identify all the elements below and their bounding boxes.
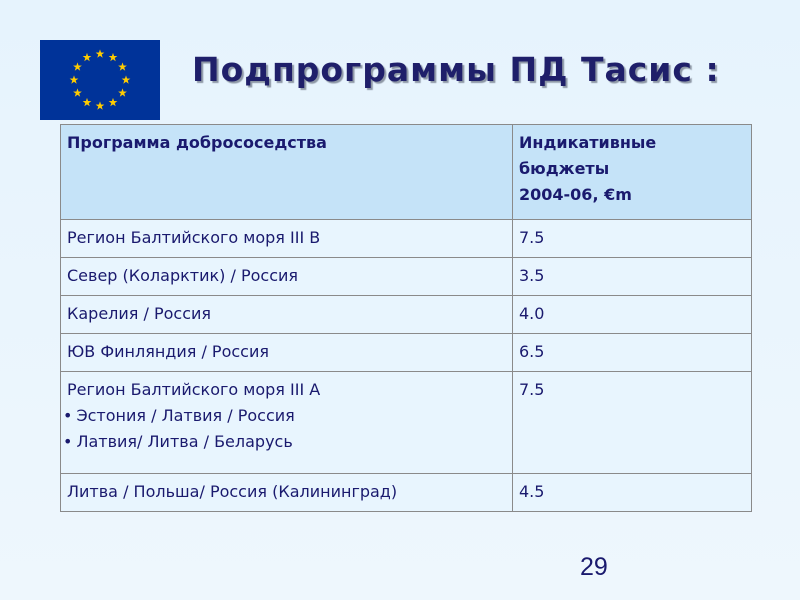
table-header-row xyxy=(61,125,752,220)
budget-cell: 7.5 xyxy=(513,372,752,474)
header-budget xyxy=(513,125,752,220)
table-row xyxy=(61,296,752,334)
slide-title: Подпрограммы ПД Тасис : xyxy=(192,50,720,89)
table-row xyxy=(61,372,752,474)
program-cell: Север (Коларктик) / Россия xyxy=(61,258,513,296)
budget-cell: 3.5 xyxy=(513,258,752,296)
page-number: 29 xyxy=(580,553,608,581)
budget-table xyxy=(60,124,752,512)
header-budget-line: бюджеты xyxy=(519,159,610,178)
program-cell xyxy=(61,372,513,474)
table-row xyxy=(61,258,752,296)
budget-cell: 7.5 xyxy=(513,220,752,258)
eu-flag-icon xyxy=(40,40,160,120)
budget-cell: 4.0 xyxy=(513,296,752,334)
program-cell: ЮВ Финляндия / Россия xyxy=(61,334,513,372)
budget-cell: 6.5 xyxy=(513,334,752,372)
program-cell: Литва / Польша/ Россия (Калининград) xyxy=(61,474,513,512)
header-budget-line: 2004-06, €m xyxy=(519,185,632,204)
table-row xyxy=(61,334,752,372)
bullet-item: • Эстония / Латвия / Россия xyxy=(63,403,506,429)
budget-cell: 4.5 xyxy=(513,474,752,512)
table-row xyxy=(61,220,752,258)
program-name: Регион Балтийского моря III A xyxy=(67,380,321,399)
header-program: Программа добрососедства xyxy=(61,125,513,220)
header-budget-line: Индикативные xyxy=(519,133,657,152)
bullet-item: • Латвия/ Литва / Беларусь xyxy=(63,429,506,455)
program-cell: Карелия / Россия xyxy=(61,296,513,334)
table-row xyxy=(61,474,752,512)
program-cell: Регион Балтийского моря III B xyxy=(61,220,513,258)
